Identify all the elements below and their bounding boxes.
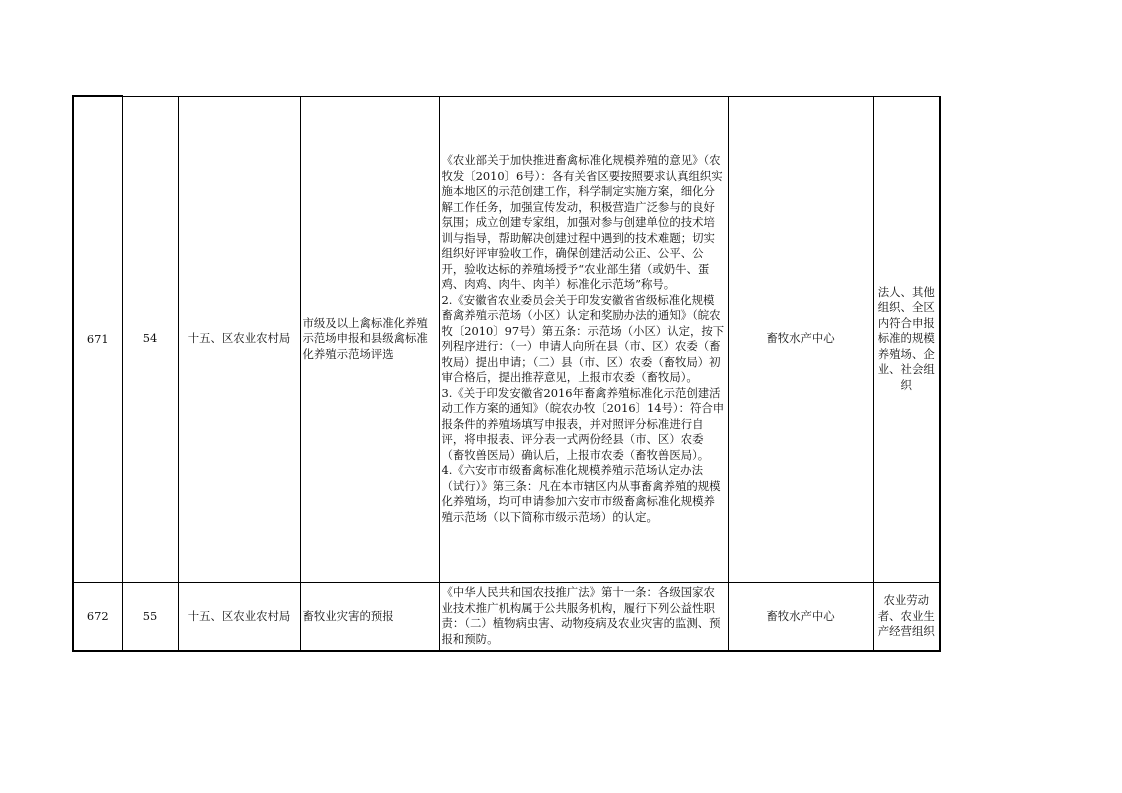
table-row [73,582,940,651]
service-object-cell: 法人、其他组织、全区内符合申报标准的规模养殖场、企业、社会组织 [873,96,940,582]
department-cell: 十五、区农业农村局 [178,96,300,582]
row-number: 54 [122,96,178,582]
basis-paragraph: 3.《关于印发安徽省2016年畜禽养殖标准化示范创建活动工作方案的通知》（皖农办牧〔2016〕14号）：符合申报条件的养殖场填写申报表，并对照评分标准进行自评，将申报表、评分表一式两份经县（市、区）农委（畜牧兽医局）确认后，上报市农委（畜牧兽医局）。 [441,385,725,462]
basis-paragraph: 4.《六安市市级畜禽标准化规模养殖示范场认定办法（试行）》第三条：凡在本市辖区内从事畜禽养殖的规模化养殖场，均可申请参加六安市市级畜禽标准化规模养殖示范场（以下简称市级示范场）的认定。 [441,463,721,524]
row-number: 55 [122,582,178,651]
department-cell: 十五、区农业农村局 [178,582,300,651]
row-index: 672 [73,582,122,651]
implementing-org-cell: 畜牧水产中心 [728,582,873,651]
service-object-cell: 农业劳动者、农业生产经营组织 [873,582,940,651]
basis-paragraph: 《中华人民共和国农技推广法》第十一条：各级国家农业技术推广机构属于公共服务机构，履行下列公益性职责：（二）植物病虫害、动物疫病及农业灾害的监测、预报和预防。 [441,585,721,646]
row-index: 671 [73,96,122,582]
table-row [73,96,940,582]
service-table [72,95,941,652]
basis-paragraph: 2.《安徽省农业委员会关于印发安徽省省级标准化规模畜禽养殖示范场（小区）认定和奖励办法的通知》（皖农牧〔2010〕97号）第五条：示范场（小区）认定，按下列程序进行：（一）申请人向所在县（市、区）农委（畜牧局）提出申请；（二）县（市、区）农委（畜牧局）初审合格后，提出推荐意见，上报市农委（畜牧局）。 [441,292,725,384]
implementing-org-cell: 畜牧水产中心 [728,96,873,582]
item-name-cell: 畜牧业灾害的预报 [300,582,439,651]
legal-basis-cell [439,96,728,582]
item-name-cell: 市级及以上禽标准化养殖示范场申报和县级禽标准化养殖示范场评选 [300,96,439,582]
legal-basis-cell [439,582,728,651]
basis-paragraph: 《农业部关于加快推进畜禽标准化规模养殖的意见》（农牧发〔2010〕6号）：各有关省区要按照要求认真组织实施本地区的示范创建工作，科学制定实施方案，细化分解工作任务，加强宣传发动，积极营造广泛参与的良好氛围；成立创建专家组，加强对参与创建单位的技术培训与指导，帮助解决创建过程中遇到的技术难题；切实组织好评审验收工作，确保创建活动公正、公平、公开，验收达标的养殖场授予“农业部生猪（或奶牛、蛋鸡、肉鸡、肉牛、肉羊）标准化示范场”称号。 [441,153,723,291]
